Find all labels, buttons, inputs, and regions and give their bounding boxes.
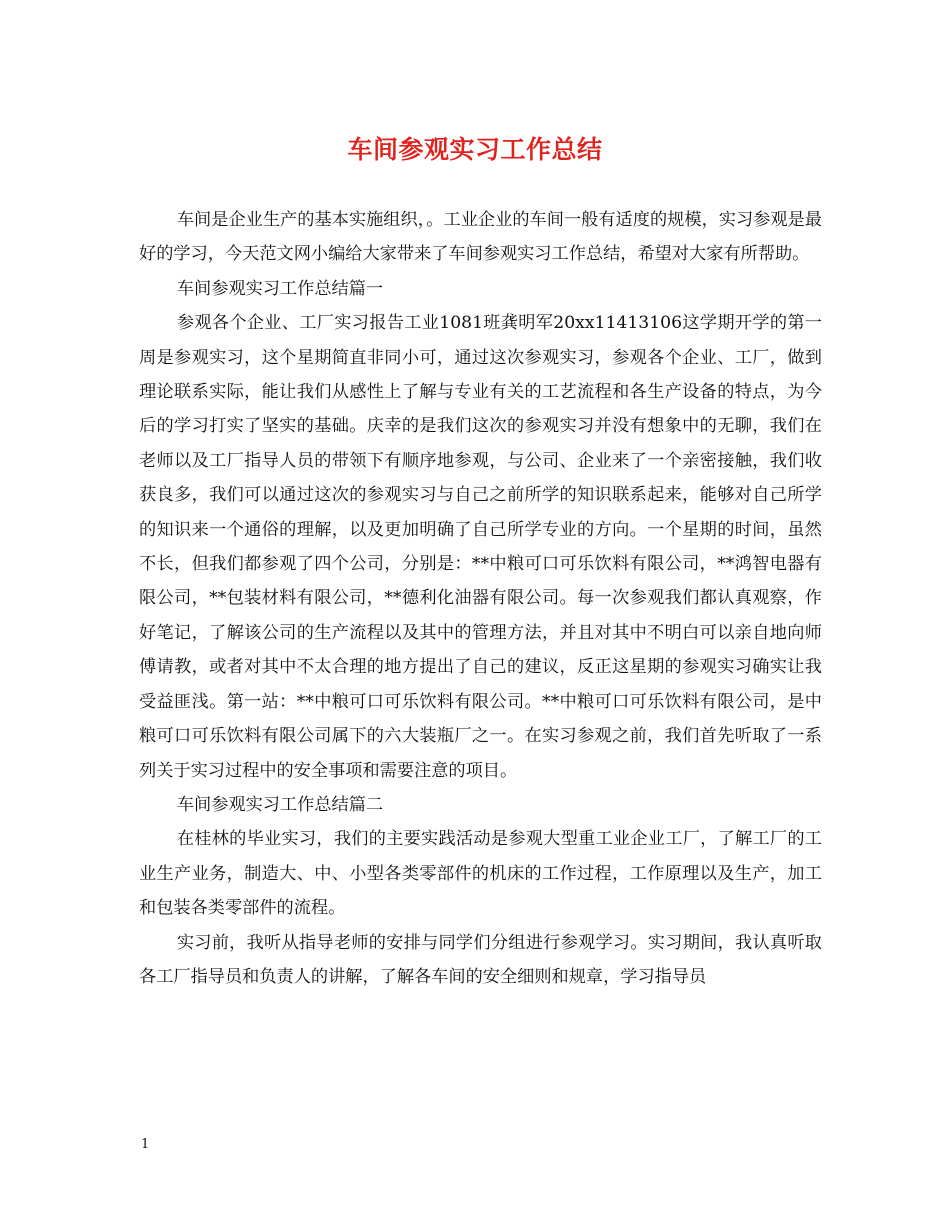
paragraph-intro: 车间是企业生产的基本实施组织，。工业企业的车间一般有适度的规模，实习参观是最好的学习，今天范文网小编给大家带来了车间参观实习工作总结，希望对大家有所帮助。 (139, 210, 822, 265)
paragraph-section-two-a: 在桂林的毕业实习，我们的主要实践活动是参观大型重工业企业工厂，了解工厂的工业生产业务，制造大、中、小型各类零部件的机床的工作过程，工作原理以及生产，加工和包装各类零部件的流程。 (139, 829, 822, 919)
page-number: 1 (141, 1137, 150, 1152)
document-title: 车间参观实习工作总结 (347, 135, 603, 164)
section-heading-one: 车间参观实习工作总结篇一 (176, 278, 384, 299)
paragraph-section-two-b: 实习前，我听从指导老师的安排与同学们分组进行参观学习。实习期间，我认真听取各工厂指导员和负责人的讲解，了解各车间的安全细则和规章，学习指导员 (139, 932, 822, 987)
paragraph-section-one: 参观各个企业、工厂实习报告工业1081班龚明军20xx11413106这学期开学的第一周是参观实习，这个星期简直非同小可，通过这次参观实习，参观各个企业、工厂，做到理论联系实际，能让我们从感性上了解与专业有关的工艺流程和各生产设备的特点，为今后的学习打实了坚实的基础。庆幸的是我们这次的参观实习并没有想象中的无聊，我们在老师以及工厂指导人员的带领下有顺序地参观，与公司、企业来了一个亲密接触，我们收获良多，我们可以通过这次的参观实习与自己之前所学的知识联系起来，能够对自己所学的知识来一个通俗的理解，以及更加明确了自己所学专业的方向。一个星期的时间，虽然不长，但我们都参观了四个公司，分别是：**中粮可口可乐饮料有限公司，**鸿智电器有限公司，**包装材料有限公司，**德利化油器有限公司。每一次参观我们都认真观察，作好笔记，了解该公司的生产流程以及其中的管理方法，并且对其中不明白可以亲自地向师傅请教，或者对其中不太合理的地方提出了自己的建议，反正这星期的参观实习确实让我受益匪浅。第一站：**中粮可口可乐饮料有限公司。**中粮可口可乐饮料有限公司，是中粮可口可乐饮料有限公司属下的六大装瓶厂之一。在实习参观之前，我们首先听取了一系列关于实习过程中的安全事项和需要注意的项目。 (139, 313, 822, 781)
document-body (139, 203, 822, 994)
section-heading-two: 车间参观实习工作总结篇二 (176, 794, 384, 815)
